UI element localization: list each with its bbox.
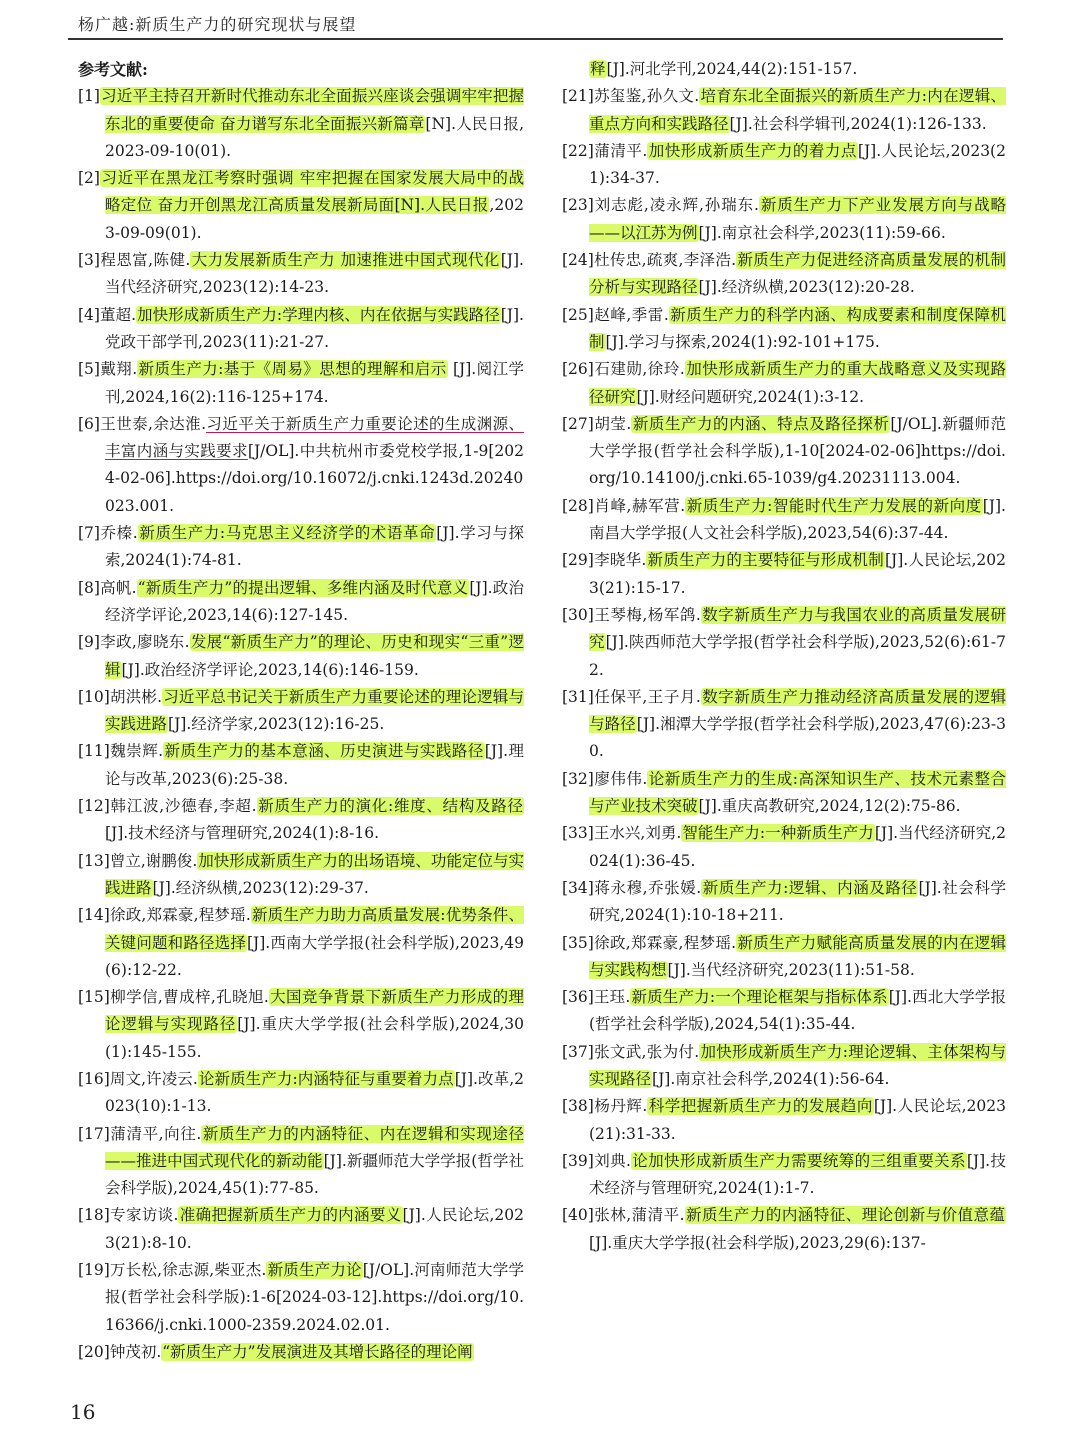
reference-title-highlight: 数字新质生产力与我国农业的高质量发展研究: [589, 605, 1006, 652]
reference-source: [J/OL].新疆师范大学学报(哲学社会科学版),1-10[2024-02-06]https://doi.org/10.14100/j.cnki.65-1039/g4.20231113.004.: [589, 414, 1006, 488]
reference-authors: [15]柳学信,曹成梓,孔晓旭.: [78, 988, 269, 1007]
reference-entry: [562, 493, 1006, 548]
reference-entry: [562, 766, 1006, 821]
reference-entry: [562, 875, 1006, 930]
reference-entry: [78, 302, 524, 357]
reference-entry: [562, 547, 1006, 602]
reference-entry: [78, 848, 524, 903]
reference-title-highlight: 习近平主持召开新时代推动东北全面振兴座谈会强调牢牢把握东北的重要使命 奋力谱写东北全面振兴新篇章: [100, 87, 524, 133]
reference-authors: [3]程恩富,陈健.: [78, 251, 191, 270]
reference-authors: [26]石建勋,徐玲.: [562, 360, 685, 379]
reference-title-highlight: 新质生产力论: [267, 1261, 362, 1280]
reference-authors: [4]董超.: [78, 305, 137, 324]
reference-source: [J].技术经济与管理研究,2024(1):8-16.: [105, 824, 380, 843]
reference-entry: [78, 1202, 524, 1257]
reference-title-highlight: 新质生产力:一个理论框架与指标体系: [631, 988, 888, 1007]
reference-entry: [78, 1257, 524, 1339]
reference-source: [J].当代经济研究,2024(1):36-45.: [589, 824, 1006, 870]
reference-source: [J].南昌大学学报(人文社会科学版),2023,54(6):37-44.: [589, 496, 1006, 543]
reference-entry: [78, 1066, 524, 1121]
reference-entry: [78, 520, 524, 575]
reference-title-highlight: 新质生产力的演化:维度、结构及路径: [257, 797, 523, 816]
reference-authors: [38]杨丹辉.: [562, 1097, 648, 1116]
reference-authors: [27]胡莹.: [562, 414, 632, 433]
reference-authors: [33]王水兴,刘勇.: [562, 824, 682, 843]
reference-source: [J].河北学刊,2024,44(2):151-157.: [606, 60, 858, 78]
running-header: 杨广越:新质生产力的研究现状与展望: [78, 15, 357, 34]
reference-source: [J].社会科学辑刊,2024(1):126-133.: [729, 114, 987, 133]
reference-entry: [78, 411, 524, 520]
reference-source: [J].党政干部学刊,2023(11):21-27.: [105, 305, 524, 351]
reference-authors: [36]王珏.: [562, 988, 631, 1007]
reference-authors: [5]戴翔.: [78, 360, 138, 379]
reference-entry: [78, 1339, 524, 1366]
reference-entry: [562, 411, 1006, 493]
reference-authors: [17]蒲清平,向往.: [78, 1124, 202, 1143]
reference-entry: [562, 1093, 1006, 1148]
reference-entry: [78, 356, 524, 411]
reference-source: [J].政治经济学评论,2023,14(6):146-159.: [121, 660, 419, 679]
reference-entry: [78, 793, 524, 848]
reference-title-highlight: 释: [590, 60, 606, 78]
reference-title-highlight: 新质生产力的内涵特征、理论创新与价值意蕴: [685, 1206, 1005, 1225]
reference-authors: [2]: [78, 169, 100, 188]
reference-entry: [78, 902, 524, 984]
reference-title-highlight: 加快形成新质生产力:理论逻辑、主体架构与实现路径: [589, 1042, 1007, 1088]
reference-source: [J].理论与改革,2023(6):25-38.: [105, 742, 524, 788]
reference-title-highlight: 新质生产力促进经济高质量发展的机制分析与实现路径: [589, 251, 1006, 297]
reference-source: [J].政治经济学评论,2023,14(6):127-145.: [105, 578, 524, 624]
reference-authors: [22]蒲清平.: [562, 141, 648, 160]
reference-authors: [10]胡洪彬.: [78, 687, 163, 706]
reference-source: [J/OL].河南师范大学学报(哲学社会科学版):1-6[2024-03-12].https://doi.org/10.16366/j.cnki.1000-2359.2024.02.01.: [105, 1261, 524, 1334]
reference-entry: [78, 629, 524, 684]
reference-source: [J].经济纵横,2023(12):29-37.: [152, 878, 369, 897]
reference-entry: [562, 83, 1006, 138]
reference-authors: [29]李晓华.: [562, 551, 647, 570]
reference-entry: [562, 984, 1006, 1039]
reference-authors: [12]韩江波,沙德春,李超.: [78, 797, 257, 816]
reference-authors: [11]魏崇辉.: [78, 742, 164, 761]
reference-authors: [21]苏玺鉴,孙久文.: [562, 87, 700, 106]
reference-title-highlight: 新质生产力:逻辑、内涵及路径: [702, 878, 918, 897]
reference-title-highlight: 智能生产力:一种新质生产力: [682, 824, 874, 843]
reference-source: [J].社会科学研究,2024(1):10-18+211.: [589, 878, 1006, 925]
reference-title-highlight: 数字新质生产力推动经济高质量发展的逻辑与路径: [589, 687, 1006, 734]
reference-source: [J].人民论坛,2023(21):31-33.: [589, 1097, 1006, 1143]
reference-authors: [6]王世泰,余达淮.: [78, 414, 207, 433]
reference-source: [N].人民日报,2023-09-10(01).: [105, 114, 524, 160]
reference-authors: [31]任保平,王子月.: [562, 687, 701, 706]
reference-title-highlight: “新质生产力”发展演进及其增长路径的理论阐: [162, 1342, 473, 1361]
reference-title-highlight: 加快形成新质生产力:学理内核、内在依据与实践路径: [137, 305, 500, 324]
references-heading: 参考文献:: [78, 60, 148, 79]
reference-entry: [78, 984, 524, 1066]
reference-authors: [24]杜传忠,疏爽,李泽浩.: [562, 251, 737, 270]
reference-title-highlight: 新质生产力的内涵特征、内在逻辑和实现途径——推进中国式现代化的新动能: [105, 1124, 524, 1170]
reference-entry: [562, 356, 1006, 411]
reference-entry: [78, 738, 524, 793]
reference-entry: [78, 575, 524, 630]
reference-authors: [18]专家访谈.: [78, 1206, 179, 1225]
reference-authors: [35]徐政,郑霖豪,程梦瑶.: [562, 933, 737, 952]
left-column: [78, 56, 524, 1366]
reference-entry: [562, 820, 1006, 875]
reference-title-highlight: 科学把握新质生产力的发展趋向: [648, 1097, 873, 1116]
reference-authors: [34]蒋永穆,乔张媛.: [562, 878, 702, 897]
reference-source: [J].重庆大学学报(社会科学版),2023,29(6):137-: [589, 1233, 926, 1252]
reference-authors: [39]刘典.: [562, 1151, 631, 1170]
reference-entry: [562, 1202, 1006, 1257]
reference-source: [J].陕西师范大学学报(哲学社会科学版),2023,52(6):61-72.: [589, 633, 1006, 679]
reference-entry: [562, 247, 1006, 302]
reference-title-highlight: 新质生产力的内涵、特点及路径探析: [632, 414, 890, 433]
reference-entry: [562, 302, 1006, 357]
reference-source: [J].西南大学学报(社会科学版),2023,49(6):12-22.: [105, 933, 524, 979]
reference-entry: [562, 602, 1006, 684]
reference-source: [J].南京社会科学,2024(1):56-64.: [652, 1069, 890, 1088]
reference-title-highlight: 培育东北全面振兴的新质生产力:内在逻辑、重点方向和实践路径: [589, 87, 1007, 133]
reference-source: [J].当代经济研究,2023(11):51-58.: [667, 960, 915, 979]
header-rule: [68, 38, 1003, 40]
reference-title-highlight: 习近平总书记关于新质生产力重要论述的理论逻辑与实践进路: [105, 687, 524, 734]
reference-title-highlight: 新质生产力的科学内涵、构成要素和制度保障机制: [589, 305, 1006, 351]
reference-source: [J/OL].中共杭州市委党校学报,1-9[2024-02-06].https://doi.org/10.16072/j.cnki.1243d.20240023.001.: [105, 442, 524, 515]
reference-title-highlight: 新质生产力的主要特征与形成机制: [647, 551, 884, 570]
reference-authors: [13]曾立,谢鹏俊.: [78, 851, 198, 870]
reference-source: [J].重庆高教研究,2024,12(2):75-86.: [698, 797, 961, 816]
reference-authors: [25]赵峰,季雷.: [562, 305, 669, 324]
reference-source: [J].财经问题研究,2024(1):3-12.: [636, 387, 865, 406]
reference-source: [J].技术经济与管理研究,2024(1):1-7.: [589, 1151, 1006, 1198]
reference-source: [J].改革,2023(10):1-13.: [105, 1069, 524, 1116]
reference-source: [J].南京社会科学,2023(11):59-66.: [698, 223, 946, 242]
reference-entry: [78, 684, 524, 739]
reference-title-highlight: 新质生产力:基于《周易》思想的理解和启示: [138, 360, 447, 379]
reference-source: [J].阅江学刊,2024,16(2):116-125+174.: [105, 360, 524, 406]
reference-title-highlight: 新质生产力的基本意涵、历史演进与实践路径: [164, 742, 484, 761]
reference-authors: [32]廖伟伟.: [562, 769, 648, 788]
reference-authors: [14]徐政,郑霖豪,程梦瑶.: [78, 906, 251, 925]
reference-authors: [16]周文,许凌云.: [78, 1069, 198, 1088]
reference-title-highlight: 新质生产力下产业发展方向与战略——以江苏为例: [589, 196, 1006, 242]
reference-source: [J].学习与探索,2024(1):92-101+175.: [605, 332, 880, 351]
reference-entry: [562, 1148, 1006, 1203]
reference-entry: [562, 138, 1006, 193]
reference-source: [J].人民论坛,2023(21):8-10.: [105, 1206, 524, 1252]
reference-authors: [9]李政,廖晓东.: [78, 633, 190, 652]
reference-source: [J].西北大学学报(哲学社会科学版),2024,54(1):35-44.: [589, 988, 1006, 1034]
reference-entry: [562, 1039, 1006, 1094]
reference-source: [J].重庆大学学报(社会科学版),2024,30(1):145-155.: [105, 1015, 524, 1061]
reference-source: [J].学习与探索,2024(1):74-81.: [105, 524, 524, 570]
reference-source: ,2023-09-09(01).: [105, 196, 524, 242]
reference-title-highlight: 发展“新质生产力”的理论、历史和现实“三重”逻辑: [105, 633, 525, 679]
right-column: [562, 56, 1006, 1257]
reference-entry: [78, 247, 524, 302]
reference-source: [J].新疆师范大学学报(哲学社会科学版),2024,45(1):77-85.: [105, 1151, 524, 1198]
reference-source: [J].人民论坛,2023(21):15-17.: [589, 551, 1006, 597]
reference-title-highlight: 习近平在黑龙江考察时强调 牢牢把握在国家发展大局中的战略定位 奋力开创黑龙江高质量发展新局面[N].人民日报: [100, 169, 524, 215]
left-reference-list: [78, 83, 524, 1366]
reference-entry: [78, 165, 524, 247]
reference-authors: [23]刘志彪,凌永辉,孙瑞东.: [562, 196, 759, 215]
reference-authors: [1]: [78, 87, 100, 106]
reference-authors: [30]王琴梅,杨军鸽.: [562, 605, 701, 624]
reference-authors: [28]肖峰,赫军营.: [562, 496, 686, 515]
reference-title-highlight: 大力发展新质生产力 加速推进中国式现代化: [191, 251, 500, 270]
reference-title-highlight: 加快形成新质生产力的重大战略意义及实现路径研究: [589, 360, 1006, 406]
reference-title-highlight: 习近平关于新质生产力重要论述的生成渊源、丰富内涵与实践要求: [105, 414, 524, 461]
reference-entry: [78, 1121, 524, 1203]
page-number: 16: [70, 1400, 96, 1424]
reference-continuation: [562, 56, 1006, 83]
reference-title-highlight: 大国竞争背景下新质生产力形成的理论逻辑与实现路径: [105, 988, 524, 1034]
reference-authors: [19]万长松,徐志源,柴亚杰.: [78, 1261, 267, 1280]
reference-title-highlight: “新质生产力”的提出逻辑、多维内涵及时代意义: [137, 578, 469, 597]
reference-entry: [78, 83, 524, 165]
reference-authors: [40]张林,蒲清平.: [562, 1206, 685, 1225]
reference-title-highlight: 准确把握新质生产力的内涵要义: [179, 1206, 402, 1225]
right-reference-list: [562, 83, 1006, 1257]
reference-title-highlight: 新质生产力助力高质量发展:优势条件、关键问题和路径选择: [105, 906, 524, 952]
reference-title-highlight: 加快形成新质生产力的出场语境、功能定位与实践进路: [105, 851, 524, 897]
reference-entry: [562, 192, 1006, 247]
reference-authors: [20]钟茂初.: [78, 1342, 162, 1361]
reference-title-highlight: 论加快形成新质生产力需要统筹的三组重要关系: [631, 1151, 966, 1170]
reference-source: [J].湘潭大学学报(哲学社会科学版),2023,47(6):23-30.: [589, 715, 1006, 761]
reference-title-highlight: 新质生产力:马克思主义经济学的术语革命: [138, 524, 436, 543]
reference-authors: [8]高帆.: [78, 578, 137, 597]
reference-source: [J].当代经济研究,2023(12):14-23.: [105, 251, 524, 297]
reference-title-highlight: 论新质生产力的生成:高深知识生产、技术元素整合与产业技术突破: [589, 769, 1006, 816]
reference-title-highlight: 加快形成新质生产力的着力点: [648, 141, 857, 160]
reference-entry: [562, 684, 1006, 766]
reference-title-highlight: 新质生产力赋能高质量发展的内在逻辑与实践构想: [589, 933, 1006, 979]
reference-entry: [562, 930, 1006, 985]
reference-title-highlight: 新质生产力:智能时代生产力发展的新向度: [686, 496, 982, 515]
reference-source: [J].经济纵横,2023(12):20-28.: [698, 278, 915, 297]
reference-authors: [37]张文武,张为付.: [562, 1042, 700, 1061]
reference-title-highlight: 论新质生产力:内涵特征与重要着力点: [198, 1069, 454, 1088]
reference-authors: [7]乔榛.: [78, 524, 138, 543]
reference-source: [J].人民论坛,2023(21):34-37.: [589, 141, 1006, 188]
reference-source: [J].经济学家,2023(12):16-25.: [168, 715, 385, 734]
